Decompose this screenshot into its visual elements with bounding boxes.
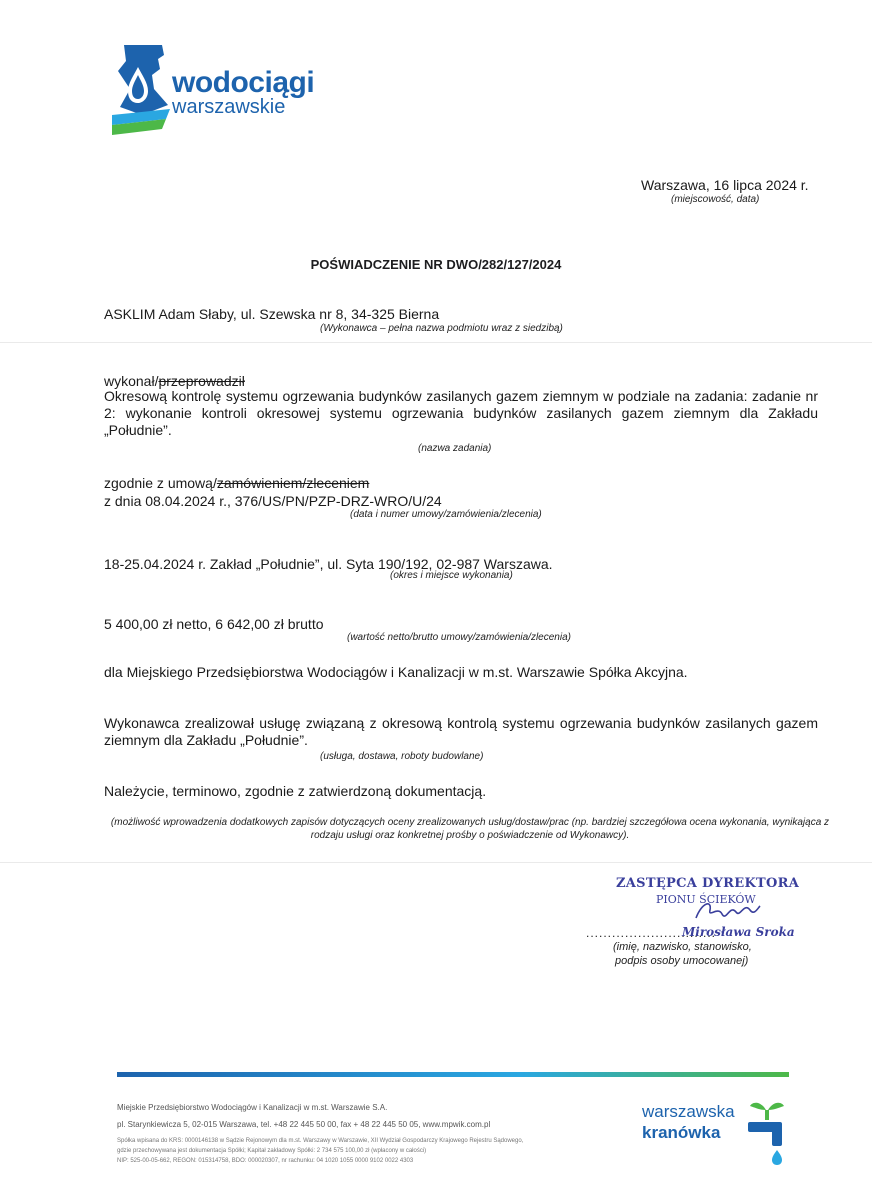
period-note: (okres i miejsce wykonania)	[390, 570, 513, 581]
service-description: Wykonawca zrealizował usługę związaną z okresową kontrolą systemu ogrzewania budynków zasilanych gazem ziemnym dla Zakładu „Południe”.	[104, 715, 818, 748]
stamp-department: PIONU ŚCIEKÓW	[656, 893, 756, 906]
footer-legal-line1: Spółka wpisana do KRS: 0000146138 w Sądzie Rejonowym dla m.st. Warszawy w Warszawie, XII Wydział Gospodarczy Krajowego Rejestru Sądowego,	[117, 1138, 524, 1144]
task-verb	[104, 373, 245, 389]
contract-struck: zamówieniem/zleceniem	[216, 475, 370, 491]
tap-with-sprout-icon	[746, 1096, 792, 1168]
footer-legal-line2: gdzie przechowywana jest dokumentacja Spółki; Kapitał zakładowy Spółki: 2 734 575 100,00 zł (wpłacony w całości)	[117, 1148, 427, 1154]
contract-details: z dnia 08.04.2024 r., 376/US/PN/PZP-DRZ-WRO/U/24	[104, 493, 442, 509]
assessment-text: Należycie, terminowo, zgodnie z zatwierdzoną dokumentacją.	[104, 783, 487, 799]
signature-note-line2: podpis osoby umocowanej)	[615, 955, 749, 967]
logo-wordmark-bottom: warszawskie	[172, 96, 286, 118]
brand-wordmark-bottom: kranówka	[642, 1123, 721, 1142]
contract-prefix: zgodnie z umową/	[104, 475, 217, 491]
footer-address: pl. Starynkiewicza 5, 02-015 Warszawa, tel. +48 22 445 50 00, fax + 48 22 445 50 05, www.mpwik.com.pl	[117, 1120, 491, 1129]
service-note: (usługa, dostawa, roboty budowlane)	[320, 751, 484, 762]
contract-note: (data i numer umowy/zamówienia/zlecenia)	[350, 509, 542, 520]
handwritten-signature-icon	[692, 896, 762, 928]
place-date-note: (miejscowość, data)	[671, 194, 760, 205]
footer-company: Miejskie Przedsiębiorstwo Wodociągów i Kanalizacji w m.st. Warszawie S.A.	[117, 1103, 388, 1112]
contract-value: 5 400,00 zł netto, 6 642,00 zł brutto	[104, 616, 324, 632]
contract-line	[104, 475, 369, 491]
task-description: Okresową kontrolę systemu ogrzewania budynków zasilanych gazem ziemnym w podziale na zadania: zadanie nr 2: wykonanie kontroli okresowej systemu ogrzewania budynków zasilanych gazem ziemnym dla Zakładu „Południe”.	[104, 388, 818, 438]
stamp-title: ZASTĘPCA DYREKTORA	[616, 876, 800, 891]
paper-fold-line-2	[0, 862, 872, 863]
additional-remark: (możliwość wprowadzenia dodatkowych zapisów dotyczących oceny zrealizowanych usług/dostaw/prac (np. bardziej szczegółowa ocena wykonania, wynikająca z rodzaju usługi oraz konkretnej prośby o poświadczenie od Wykonawcy).	[110, 817, 830, 841]
paper-fold-line	[0, 342, 872, 343]
task-verb-struck: przeprowadził	[158, 373, 245, 389]
task-verb-kept: wykonał/	[104, 373, 159, 389]
document-title: POŚWIADCZENIE NR DWO/282/127/2024	[310, 257, 562, 272]
place-date: Warszawa, 16 lipca 2024 r.	[641, 177, 809, 193]
logo-wordmark-top: wodociągi	[172, 66, 315, 99]
client-name: dla Miejskiego Przedsiębiorstwa Wodociągów i Kanalizacji w m.st. Warszawie Spółka Akcyjna.	[104, 664, 688, 680]
signature-dots: ..............................	[586, 926, 717, 940]
task-note: (nazwa zadania)	[418, 443, 492, 454]
footer-gradient-bar	[117, 1072, 789, 1077]
stamp-name: Mirosława Sroka	[682, 925, 795, 939]
brand-wordmark-top: warszawska	[642, 1102, 735, 1121]
period-place: 18-25.04.2024 r. Zakład „Południe”, ul. Syta 190/192, 02-987 Warszawa.	[104, 556, 553, 572]
value-note: (wartość netto/brutto umowy/zamówienia/zlecenia)	[347, 632, 571, 643]
footer-legal	[117, 1136, 627, 1166]
contractor-note: (Wykonawca – pełna nazwa podmiotu wraz z siedzibą)	[320, 323, 563, 334]
contractor-name: ASKLIM Adam Słaby, ul. Szewska nr 8, 34-325 Bierna	[104, 306, 440, 322]
signature-note-line1: (imię, nazwisko, stanowisko,	[613, 941, 752, 953]
footer-legal-line3: NIP: 525-00-05-662, REGON: 015314758, BDO: 000020307, nr rachunku: 04 1020 1055 0000 9102 0022 4303	[117, 1158, 414, 1164]
